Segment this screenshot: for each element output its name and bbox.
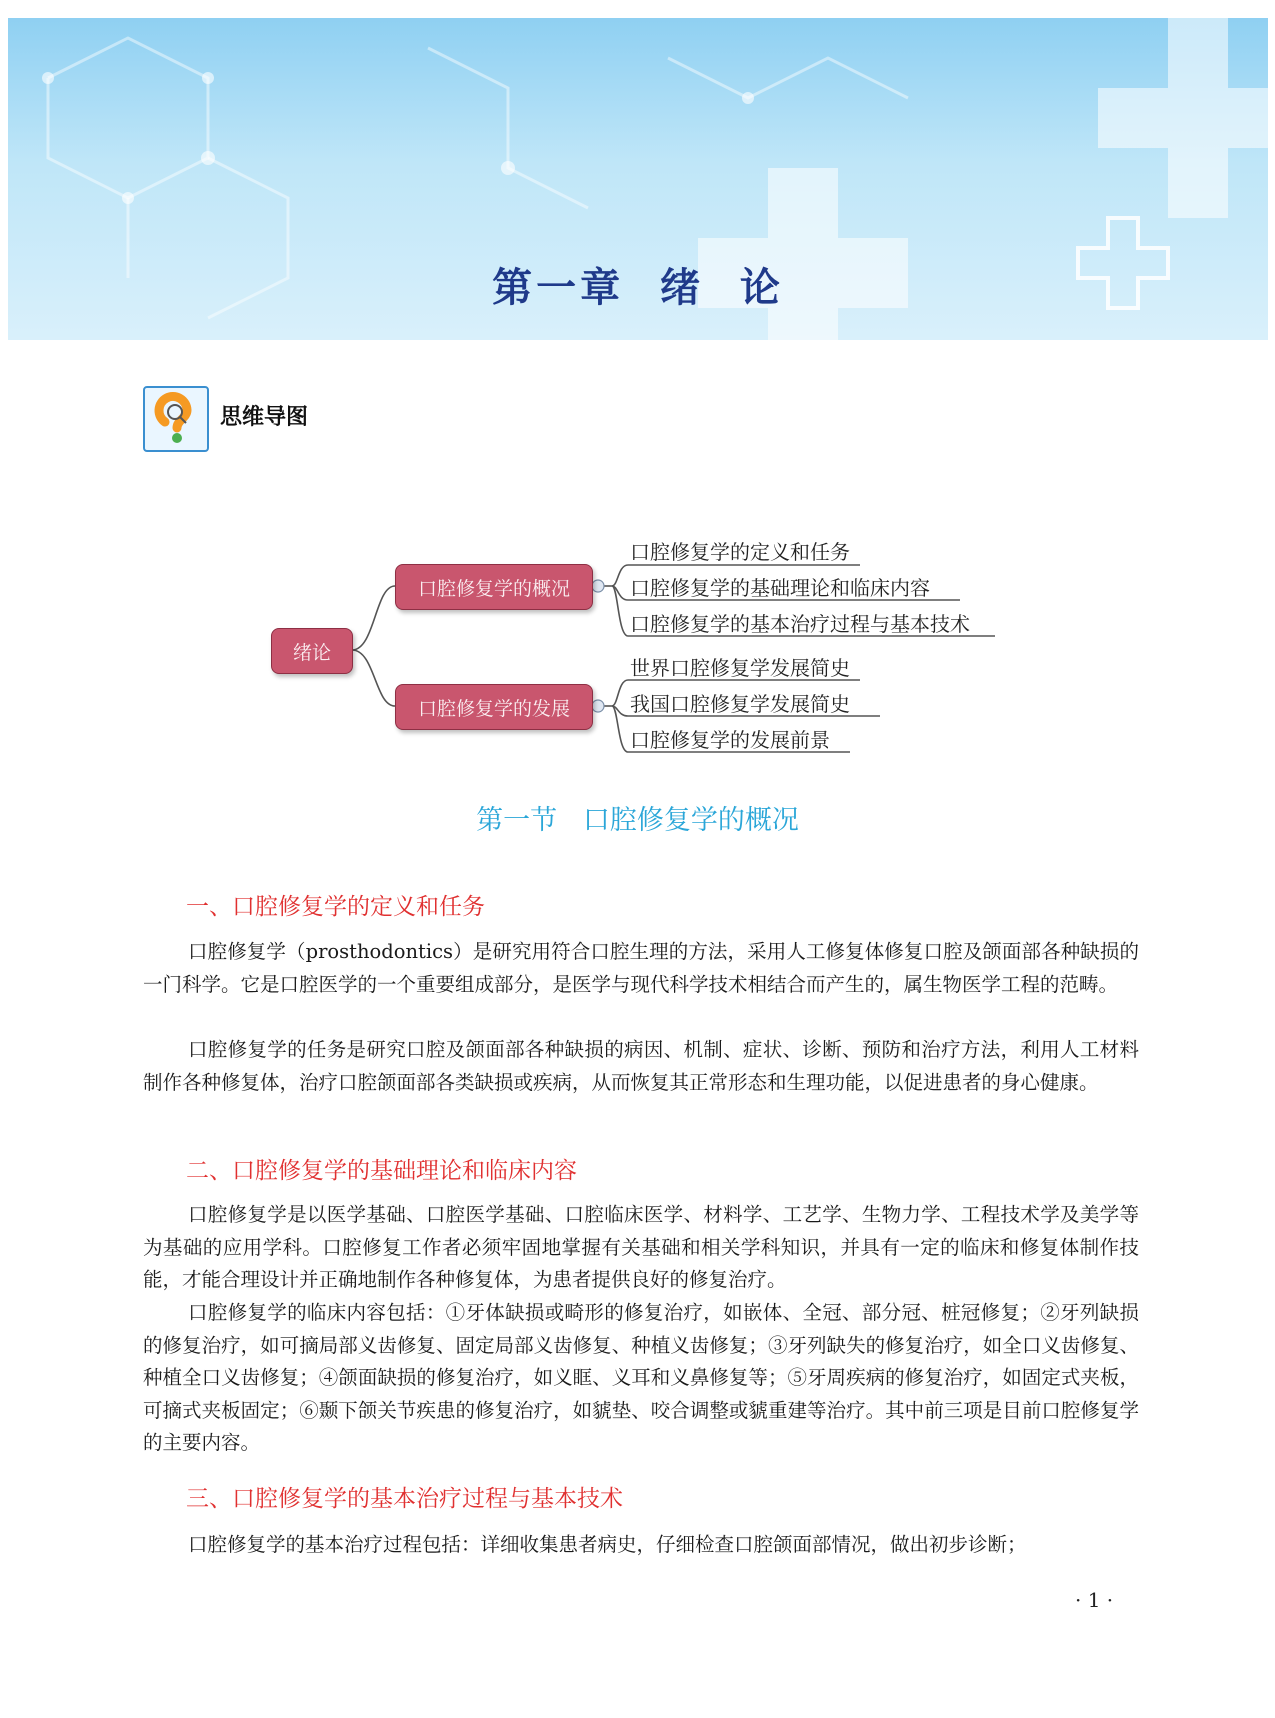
mind-map-label: 思维导图: [220, 405, 309, 430]
section-title: 第一节 口腔修复学的概况: [476, 805, 799, 836]
paragraph: 口腔修复学的基本治疗过程包括：详细收集患者病史，仔细检查口腔颌面部情况，做出初步诊断；: [188, 1533, 1027, 1556]
mind-map-root: 绪论: [271, 628, 353, 674]
chapter-banner: [8, 18, 1268, 340]
mind-map-branch-development: 口腔修复学的发展: [395, 684, 593, 730]
section-heading: 二、口腔修复学的基础理论和临床内容: [186, 1158, 577, 1184]
mind-map-icon: [143, 386, 209, 452]
paragraph: 口腔修复学是以医学基础、口腔医学基础、口腔临床医学、材料学、工艺学、生物力学、工程技术学及美学等为基础的应用学科。口腔修复工作者必须牢固地掌握有关基础和相关学科知识，并具有一定的临床和修复体制作技能，才能合理设计并正确地制作各种修复体，为患者提供良好的修复治疗。: [143, 1203, 1139, 1291]
paragraph: 口腔修复学的临床内容包括：①牙体缺损或畸形的修复治疗，如嵌体、全冠、部分冠、桩冠修复；②牙列缺损的修复治疗，如可摘局部义齿修复、固定局部义齿修复、种植义齿修复；③牙列缺失的修复治疗，如全口义齿修复、种植全口义齿修复；④颌面缺损的修复治疗，如义眶、义耳和义鼻修复等；⑤牙周疾病的修复治疗，如固定式夹板，可摘式夹板固定；⑥颞下颌关节疾患的修复治疗，如䝞垫、咬合调整或䝞重建等治疗。其中前三项是目前口腔修复学的主要内容。: [143, 1301, 1139, 1454]
section-heading: 一、口腔修复学的定义和任务: [186, 894, 485, 920]
mind-map-leaf: 我国口腔修复学发展简史: [630, 692, 850, 716]
mind-map-branch-overview: 口腔修复学的概况: [395, 564, 593, 610]
paragraph: 口腔修复学的任务是研究口腔及颌面部各种缺损的病因、机制、症状、诊断、预防和治疗方法，利用人工材料制作各种修复体，治疗口腔颌面部各类缺损或疾病，从而恢复其正常形态和生理功能，以促进患者的身心健康。: [143, 1038, 1139, 1094]
mind-map-leaf: 口腔修复学的基本治疗过程与基本技术: [630, 612, 970, 636]
section-heading: 三、口腔修复学的基本治疗过程与基本技术: [186, 1486, 623, 1512]
paragraph: 口腔修复学（prosthodontics）是研究用符合口腔生理的方法，采用人工修复体修复口腔及颌面部各种缺损的一门科学。它是口腔医学的一个重要组成部分，是医学与现代科学技术相结合而产生的，属生物医学工程的范畴。: [143, 940, 1139, 996]
chapter-title: 第一章 绪 论: [492, 264, 784, 311]
mind-map-leaf: 口腔修复学的定义和任务: [630, 540, 850, 564]
mind-map-leaf: 口腔修复学的基础理论和临床内容: [630, 576, 930, 600]
page-number: · 1 ·: [1075, 1588, 1114, 1612]
mind-map-leaf: 口腔修复学的发展前景: [630, 728, 830, 752]
mind-map-leaf: 世界口腔修复学发展简史: [630, 656, 850, 680]
